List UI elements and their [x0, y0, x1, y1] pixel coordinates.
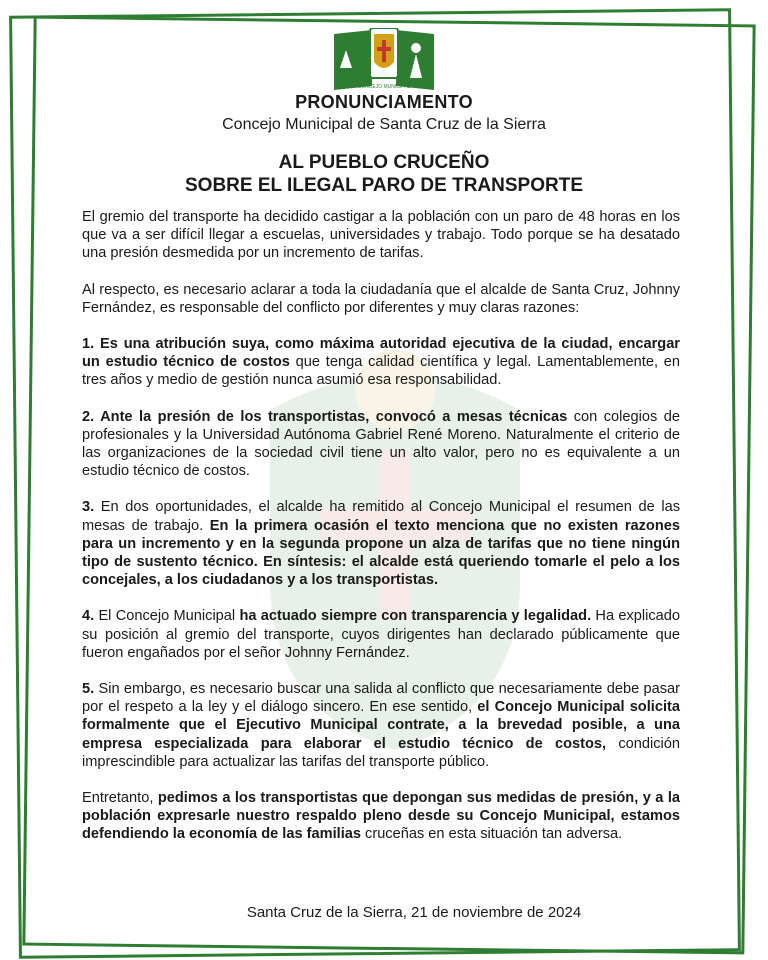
point-4-bold: ha actuado siempre con transparencia y legalidad. [239, 608, 592, 625]
paragraph-closing [82, 789, 680, 844]
point-4-text-a: El Concejo Municipal [94, 608, 240, 625]
paragraph-point-4 [82, 607, 680, 662]
paragraph-clarification: Al respecto, es necesario aclarar a toda la ciudadanía que el alcalde de Santa Cruz, Johnny Fernández, es responsable del conflicto por diferentes y muy claras razones: [82, 281, 680, 316]
point-5-text-b: condición imprescindible para actualizar las tarifas del transporte público. [82, 735, 680, 770]
paragraph-intro: El gremio del transporte ha decidido castigar a la población con un paro de 48 horas en los que va a ser difícil llegar a escuelas, universidades y trabajo. Todo porque se ha desatado una presión desmedida por un incremento de tarifas. [82, 209, 680, 262]
point-1-bold: 1. Es una atribución suya, como máxima autoridad ejecutiva de la ciudad, encargar un estudio técnico de costos [82, 336, 680, 371]
point-3-bold: En la primera ocasión el texto menciona que no existen razones para un incremento y en la segunda propone un alza de tarifas que no tiene ningún tipo de sustento técnico. En síntesis: el alcalde está queriendo tomarle el pelo a los concejales, a los ciudadanos y a los transportistas. [82, 517, 680, 589]
point-1-text: que tenga calidad científica y legal. Lamentablemente, en tres años y medio de gestión nunca asumió esa responsabilidad. [82, 354, 680, 389]
point-5-number: 5. [82, 681, 95, 698]
point-3-text: En dos oportunidades, el alcalde ha remitido al Concejo Municipal el resumen de las mesas de trabajo. [82, 499, 680, 534]
closing-bold: pedimos a los transportistas que depongan sus medidas de presión, y a la población expresarle nuestro respaldo pleno desde su Concejo Municipal, estamos defendiendo la economía de las familias [82, 790, 681, 843]
closing-text-b: cruceñas en esta situación tan adversa. [360, 826, 623, 843]
statement-body [82, 208, 680, 862]
logo-caption: CONCEJO MUNICIPAL [357, 84, 411, 90]
place-and-date: Santa Cruz de la Sierra, 21 de noviembre de 2024 [246, 904, 582, 921]
closing-text-a: Entretanto, [82, 790, 158, 807]
paragraph-point-3 [82, 498, 680, 589]
document-title: PRONUNCIAMENTO [295, 92, 473, 112]
headline-line-2: SOBRE EL ILEGAL PARO DE TRANSPORTE [185, 175, 583, 196]
paragraph-point-1 [82, 335, 680, 390]
point-2-text: con colegios de profesionales y la Universidad Autónoma Gabriel René Moreno. Naturalmente el criterio de las organizaciones de la sociedad civil tiene un alto valor, pero no es equivalente a un estudio técnico de costos. [82, 408, 680, 480]
point-3-number: 3. [82, 499, 95, 516]
concejo-municipal-logo [332, 28, 436, 94]
paragraph-point-5 [82, 680, 680, 771]
headline-line-1: AL PUEBLO CRUCEÑO [278, 152, 490, 173]
point-4-number: 4. [82, 608, 95, 625]
point-5-text-a: Sin embargo, es necesario buscar una salida al conflicto que necesariamente debe pasar por el respeto a la ley y el diálogo sincero. En ese sentido, [82, 681, 680, 716]
paragraph-point-2 [82, 408, 680, 481]
point-5-bold: el Concejo Municipal solicita formalmente que el Ejecutivo Municipal contrate, a la brevedad posible, a una empresa especializada para elaborar el estudio técnico de costos, [82, 699, 680, 752]
point-4-text-b: Ha explicado su posición al gremio del transporte, cuyos dirigentes han declarado públicamente que fueron engañados por el señor Johnny Fernández. [82, 608, 680, 661]
point-2-bold: 2. Ante la presión de los transportistas, convocó a mesas técnicas [82, 408, 568, 425]
document-subtitle: Concejo Municipal de Santa Cruz de la Sierra [222, 116, 546, 133]
